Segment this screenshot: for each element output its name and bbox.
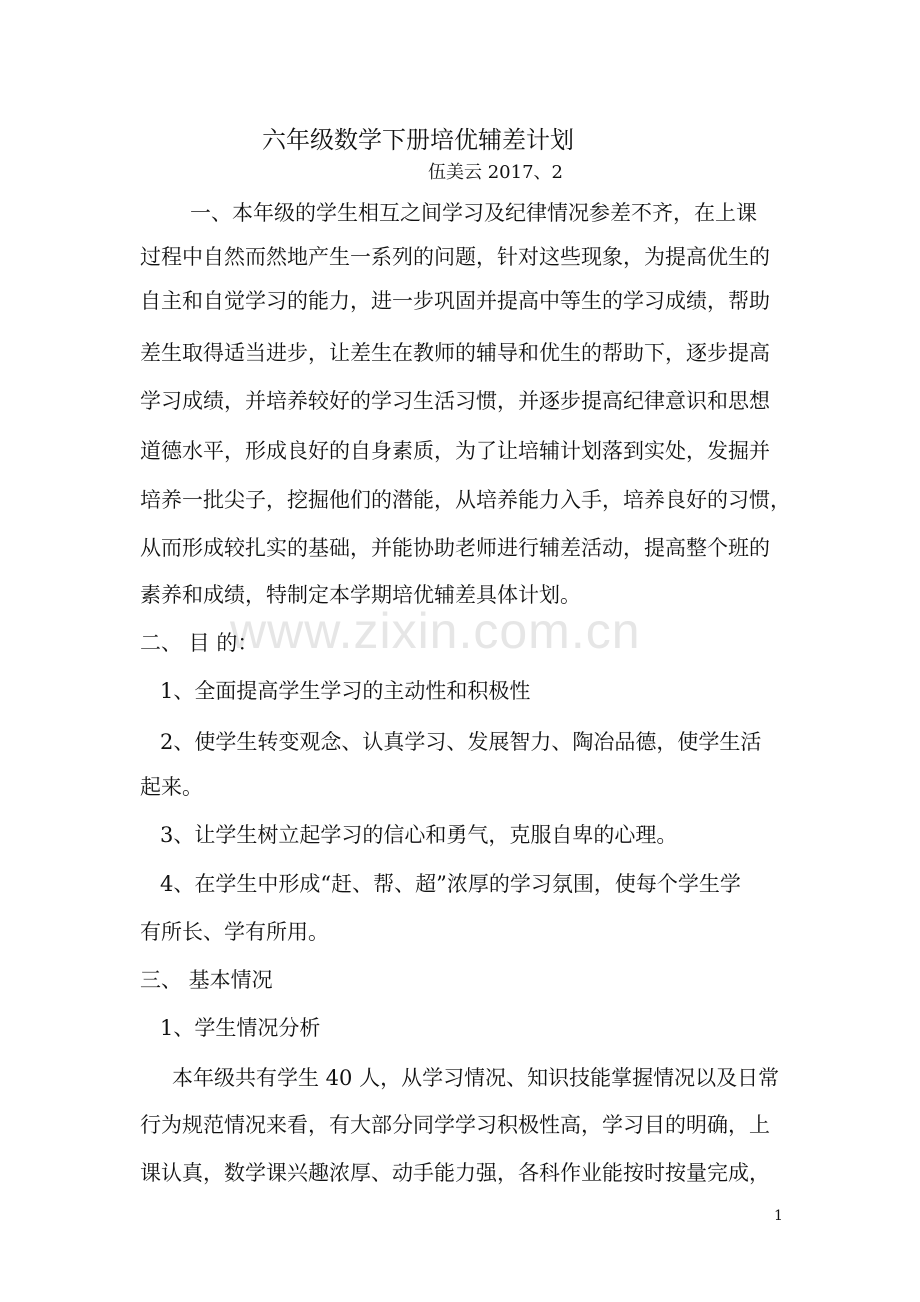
paragraph-line: 培养一批尖子，挖掘他们的潜能，从培养能力入手，培养良好的习惯， [140, 488, 791, 512]
paragraph-line: 自主和自觉学习的能力，进一步巩固并提高中等生的学习成绩，帮助 [140, 289, 770, 313]
paragraph-line: 过程中自然而然地产生一系列的问题，针对这些现象，为提高优生的 [140, 245, 770, 269]
goal-item-4: 4、在学生中形成“赶、帮、超”浓厚的学习氛围，使每个学生学 [160, 872, 741, 896]
section-heading-basic: 三、 基本情况 [140, 968, 273, 992]
paragraph-line: 本年级共有学生 40 人，从学习情况、知识技能掌握情况以及日常 [172, 1066, 780, 1090]
paragraph-line: 从而形成较扎实的基础，并能协助老师进行辅差活动，提高整个班的 [140, 536, 770, 560]
watermark: www.zixin.com.cn [230, 603, 641, 659]
paragraph-line: 学习成绩，并培养较好的学习生活习惯，并逐步提高纪律意识和思想 [140, 389, 770, 413]
goal-item-2-cont: 起来。 [140, 775, 203, 799]
paragraph-line: 行为规范情况来看，有大部分同学学习积极性高，学习目的明确，上 [140, 1113, 770, 1137]
section-heading-goals: 二、 目 的： [140, 631, 259, 655]
subsection-heading: 1、学生情况分析 [160, 1016, 321, 1040]
paragraph-line: 一、本年级的学生相互之间学习及纪律情况参差不齐，在上课 [190, 201, 757, 225]
goal-item-4-cont: 有所长、学有所用。 [140, 920, 329, 944]
document-title: 六年级数学下册培优辅差计划 [262, 126, 574, 154]
goal-item-2: 2、使学生转变观念、认真学习、发展智力、陶冶品德，使学生活 [160, 730, 762, 754]
paragraph-line: 课认真，数学课兴趣浓厚、动手能力强，各科作业能按时按量完成， [140, 1161, 770, 1185]
author-date: 伍美云 2017、2 [428, 162, 563, 183]
goal-item-1: 1、全面提高学生学习的主动性和积极性 [160, 679, 531, 703]
page-number: 1 [774, 1208, 783, 1224]
goal-item-3: 3、让学生树立起学习的信心和勇气，克服自卑的心理。 [160, 823, 678, 847]
paragraph-line: 差生取得适当进步，让差生在教师的辅导和优生的帮助下，逐步提高 [140, 341, 770, 365]
paragraph-line: 素养和成绩，特制定本学期培优辅差具体计划。 [140, 583, 581, 607]
paragraph-line: 道德水平，形成良好的自身素质，为了让培辅计划落到实处，发掘并 [140, 439, 770, 463]
